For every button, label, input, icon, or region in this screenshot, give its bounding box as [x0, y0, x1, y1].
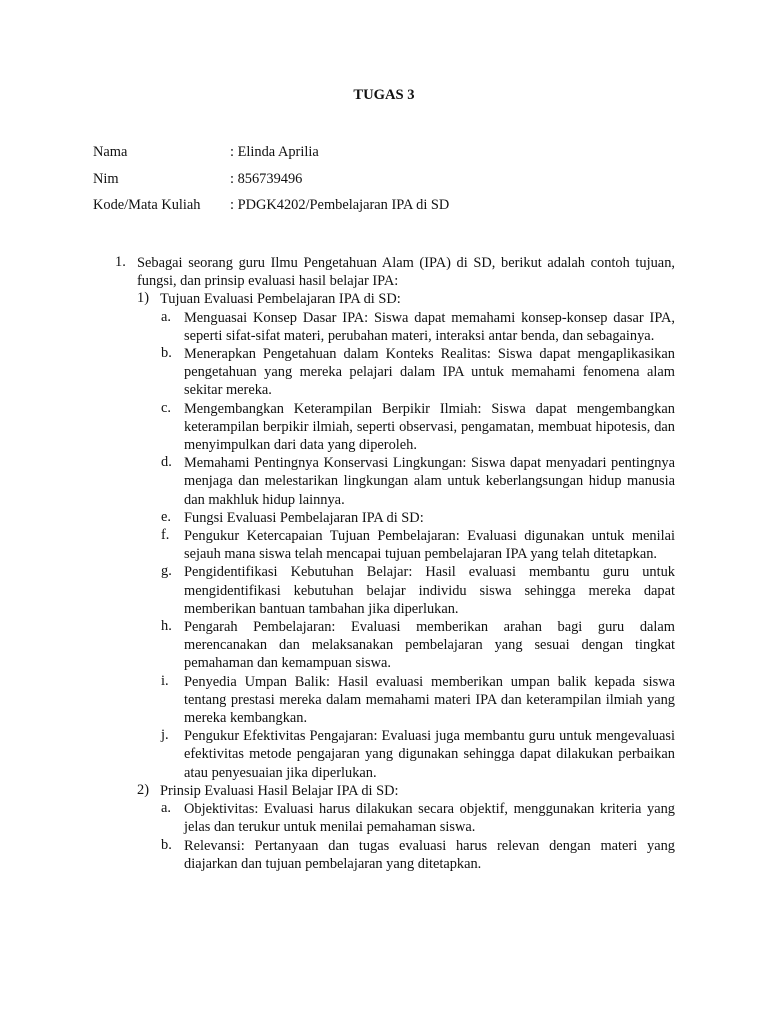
- info-label: Nama: [93, 144, 128, 160]
- info-row-nim: [93, 170, 449, 197]
- list-item: [161, 527, 675, 563]
- section-heading: Prinsip Evaluasi Hasil Belajar IPA di SD:: [160, 782, 399, 799]
- list-text: Objektivitas: Evaluasi harus dilakukan secara objektif, menggunakan kriteria yang jelas dan terukur untuk menilai pemahaman siswa.: [184, 801, 675, 836]
- list-item: [161, 618, 675, 673]
- info-value: : Elinda Aprilia: [230, 144, 319, 160]
- list-item: [161, 345, 675, 400]
- section-prinsip: [137, 782, 675, 800]
- list-marker: f.: [161, 527, 170, 544]
- list-text: Memahami Pentingnya Konservasi Lingkungan: Siswa dapat menyadari pentingnya menjaga dan melestarikan lingkungan alam untuk keberlangsungan hidup manusia dan makhluk hidup lainnya.: [184, 455, 675, 508]
- list-marker: g.: [161, 563, 172, 580]
- list-marker: i.: [161, 672, 169, 689]
- list-item: [161, 563, 675, 618]
- info-value: : PDGK4202/Pembelajaran IPA di SD: [230, 197, 450, 213]
- list-text: Pengukur Efektivitas Pengajaran: Evaluasi juga membantu guru untuk mengevaluasi efektivitas metode pengajaran yang digunakan sehingga dapat dilakukan perbaikan atau penyesuaian jika diperlukan.: [184, 728, 675, 781]
- list-marker: h.: [161, 618, 172, 635]
- list-text: Pengarah Pembelajaran: Evaluasi memberikan arahan bagi guru dalam merencanakan dan melaksanakan pembelajaran yang sesuai dengan tingkat pemahaman dan kemampuan siswa.: [184, 619, 675, 672]
- list-item: [161, 400, 675, 455]
- section-heading: Tujuan Evaluasi Pembelajaran IPA di SD:: [160, 291, 401, 308]
- section-number: 2): [137, 781, 149, 798]
- list-item: [161, 800, 675, 836]
- list-item: [161, 837, 675, 873]
- list-marker: a.: [161, 800, 171, 817]
- list-item: [161, 309, 675, 345]
- info-row-kode: [93, 196, 449, 223]
- answer-body: [115, 254, 675, 873]
- info-label: Nim: [93, 170, 119, 187]
- item-number: 1.: [115, 254, 126, 270]
- list-marker: b.: [161, 345, 172, 362]
- list-text: Pengukur Ketercapaian Tujuan Pembelajaran: Evaluasi digunakan untuk menilai sejauh mana siswa telah mencapai tujuan pembelajaran IPA yang telah ditetapkan.: [184, 528, 675, 563]
- tujuan-list: [161, 309, 675, 782]
- list-text: Fungsi Evaluasi Pembelajaran IPA di SD:: [184, 509, 424, 526]
- info-value: : 856739496: [230, 170, 303, 187]
- info-label: Kode/Mata Kuliah: [93, 197, 201, 213]
- list-item: [161, 727, 675, 782]
- list-text: Relevansi: Pertanyaan dan tugas evaluasi harus relevan dengan materi yang diajarkan dan tujuan pembelajaran yang ditetapkan.: [184, 837, 675, 872]
- list-marker: j.: [161, 727, 169, 744]
- list-item: [161, 509, 675, 527]
- list-marker: b.: [161, 836, 172, 853]
- item-intro: Sebagai seorang guru Ilmu Pengetahuan Alam (IPA) di SD, berikut adalah contoh tujuan, fungsi, dan prinsip evaluasi hasil belajar IPA:: [137, 255, 675, 290]
- list-text: Menguasai Konsep Dasar IPA: Siswa dapat memahami konsep-konsep dasar IPA, seperti sifat-sifat materi, perubahan materi, interaksi antar benda, dan sebagainya.: [184, 309, 675, 344]
- list-marker: e.: [161, 508, 171, 525]
- list-text: Penyedia Umpan Balik: Hasil evaluasi memberikan umpan balik kepada siswa tentang prestasi mereka dalam memahami materi IPA dan keterampilan ilmiah yang mereka kembangkan.: [184, 673, 675, 727]
- list-marker: a.: [161, 308, 171, 325]
- list-text: Mengembangkan Keterampilan Berpikir Ilmiah: Siswa dapat mengembangkan keterampilan berpikir ilmiah, seperti observasi, pengamatan, membuat hipotesis, dan menyimpulkan dari data yang diperoleh.: [184, 400, 675, 454]
- prinsip-list: [161, 800, 675, 873]
- section-tujuan: [137, 290, 675, 308]
- list-text: Menerapkan Pengetahuan dalam Konteks Realitas: Siswa dapat mengaplikasikan pengetahuan yang mereka pelajari dalam IPA untuk memahami fenomena alam sekitar mereka.: [184, 346, 675, 399]
- section-number: 1): [137, 290, 149, 307]
- list-text: Pengidentifikasi Kebutuhan Belajar: Hasil evaluasi membantu guru untuk mengidentifikasi kebutuhan belajar individu siswa sehingga mereka dapat memberikan bantuan tambahan jika diperlukan.: [184, 564, 675, 617]
- document-title: TUGAS 3: [353, 87, 415, 103]
- list-marker: c.: [161, 399, 171, 416]
- info-row-nama: [93, 143, 449, 170]
- list-item: [161, 454, 675, 509]
- numbered-item-1: [115, 254, 675, 873]
- list-marker: d.: [161, 454, 172, 471]
- list-item: [161, 673, 675, 728]
- student-info: [93, 143, 449, 223]
